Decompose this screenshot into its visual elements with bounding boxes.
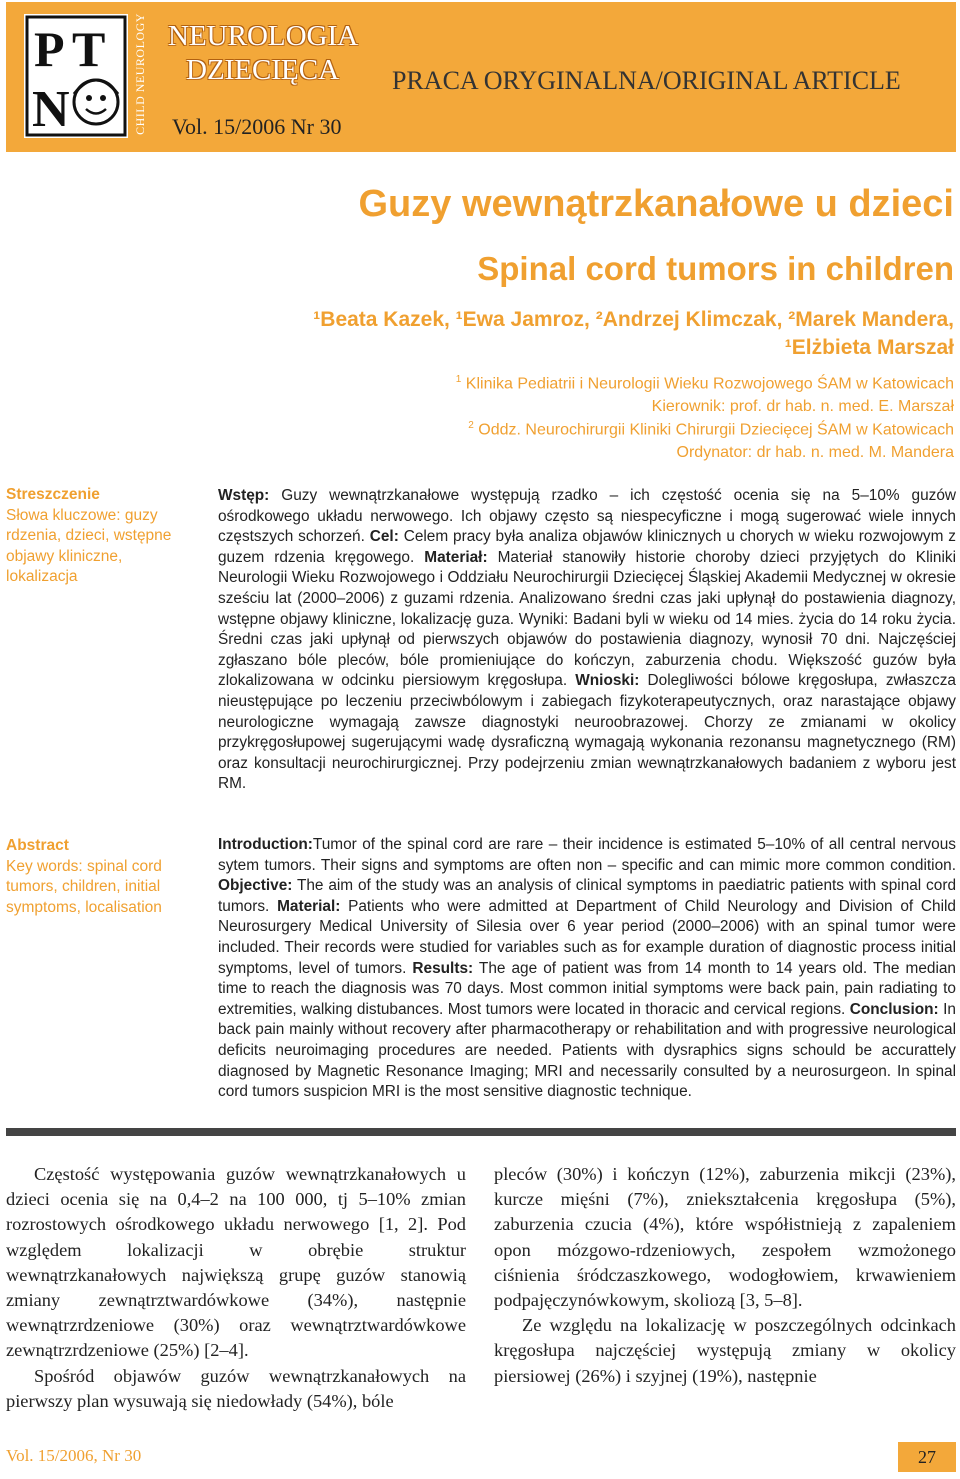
journal-title-line1: NEUROLOGIA	[168, 20, 359, 52]
body-column-left	[6, 1162, 466, 1414]
label-results: Results:	[412, 959, 474, 977]
body-paragraph: Częstość występowania guzów wewnątrzkanałowych u dzieci ocenia się na 0,4–2 na 100 000, tj 5–10% zmian rozrostowych ośrodkowego układu nerwowego [1, 2]. Pod względem lokalizacji w obrębie struktur wewnątrzkanałowych największą grupę guzów stanowią zmiany zewnątrztwardówkowe (34%), następnie wewnątrzrdzeniowe (30%) oraz wewnątrztwardówkowe zewnątrzrdzeniowe (25%) [2–4].	[6, 1164, 466, 1361]
body-paragraph: Spośród objawów guzów wewnątrzkanałowych na pierwszy plan wysuwają się niedowłady (54%), bóle	[6, 1365, 466, 1411]
label-introduction: Introduction:	[218, 836, 313, 853]
polish-keywords: Słowa kluczowe: guzy rdzenia, dzieci, wstępne objawy kliniczne, lokalizacja	[6, 506, 172, 585]
abstract-heading: Abstract	[6, 837, 69, 854]
text-wstep: Guzy wewnątrzkanałowe występują rzadko – ich częstość ocenia się na 5–10% guzów ośrodkowego układu nerwowego. Ich objawy często są niespecyficzne i mogą sugerować wiele innych częstszych schorzeń.	[218, 487, 956, 546]
page-number: 27	[898, 1442, 956, 1472]
label-cel: Cel:	[369, 528, 399, 546]
label-wnioski: Wnioski:	[575, 672, 640, 690]
label-objective: Objective:	[218, 877, 293, 895]
text-material: Materiał stanowiły historie choroby dzieci przyjętych do Kliniki Neurologii Wieku Rozwojowego i Oddziału Neurochirurgii Dziecięcej Śląskiej Akademii Medycznej w okresie sześciu lat (2000–2006) z guzami rdzenia. Analizowano średni czas jaki upłynął do postawienia diagnozy, wstępne objawy kliniczne, lokalizację guza. Wyniki: Badani byli w wieku od 14 mies. życia do 14 roku życia. Średni czas jaki upłynął od pierwszych objawów do postawienia diagnozy, wynosił 70 dni. Najczęściej zgłaszano bóle pleców, bóle promieniujące do kończyn, zaburzenia chodu. Większość guzów była zlokalizowana w odcinku piersiowym kręgosłupa.	[218, 548, 957, 690]
affiliation-1	[456, 374, 954, 393]
journal-volume: Vol. 15/2006 Nr 30	[172, 114, 342, 139]
body-column-right	[494, 1162, 956, 1389]
footer-volume: Vol. 15/2006, Nr 30	[6, 1446, 142, 1465]
title-polish: Guzy wewnątrzkanałowe u dzieci	[358, 183, 954, 225]
affiliation-2-text: Oddz. Neurochirurgii Kliniki Chirurgii Dziecięcej ŚAM w Katowicach	[473, 421, 954, 439]
section-divider	[6, 1128, 956, 1136]
journal-title-line2: DZIECIĘCA	[186, 54, 340, 86]
authors-line2: ¹Elżbieta Marszał	[784, 336, 954, 359]
body-paragraph: Ze względu na lokalizację w poszczególnych odcinkach kręgosłupa najczęściej występują zmiany w okolicy piersiowej (26%) i szyjnej (19%), następnie	[494, 1315, 956, 1386]
sidebar-streszczenie	[6, 485, 186, 588]
affiliation-1-number: 1	[455, 374, 462, 385]
abstract-polish	[218, 486, 956, 795]
affiliation-1-text: Klinika Pediatrii i Neurologii Wieku Rozwojowego ŚAM w Katowicach	[461, 375, 954, 393]
body-paragraph: pleców (30%) i kończyn (12%), zaburzenia mikcji (23%), kurcze mięśni (7%), zniekształcenia kręgosłupa (5%), zaburzenia czucia (4%), które współistnieją z zapaleniem opon mózgowo-rdzeniowych, zespołem wzmożonego ciśnienia śródczaszkowego, wodogłowiem, krwawieniem podpajęczynówkowym, skoliozą [3, 5–8].	[494, 1164, 956, 1311]
text-results: The age of patient was from 14 month to 14 years old. The median time to reach the diagnosis was 70 days. Most common initial symptoms were back pain, pain radiating to extremities, walking distubances. Most tumors were located in thoracic and cervical regions.	[218, 959, 956, 1018]
title-english: Spinal cord tumors in children	[477, 250, 954, 287]
english-keywords: Key words: spinal cord tumors, children, initial symptoms, localisation	[6, 857, 162, 916]
abstract-english	[218, 835, 956, 1103]
label-conclusion: Conclusion:	[849, 1000, 939, 1018]
label-material: Materiał:	[424, 548, 488, 566]
affiliation-1-head: Kierownik: prof. dr hab. n. med. E. Marszał	[651, 398, 954, 415]
text-wnioski: Dolegliwości bólowe kręgosłupa, zwłaszcza nieustępujące po leczeniu przeciwbólowym i zabiegach fizykoterapeutycznych, oraz narastające objawy neurologiczne wymagają zawsze diagnostyki neuroobrazowej. Chorzy ze zmianami w okolicy przykręgosłupowej sugerującymi wadę dysraficzną wymagają wykonania rezonansu magnetycznego (RM) oraz konsultacji neurochirurgicznej. Przy podejrzeniu zmian wewnątrzkanałowych badaniem z wyboru jest RM.	[218, 672, 956, 793]
text-material-en: Patients who were admitted at Department of Child Neurology and Division of Child Neurosurgery Medical University of Silesia over 6 year period (2000–2006) with an spinal tumor were included. Their records were studied for variables such as for example duration of diagnostic process initial symptoms, level of tumors.	[218, 897, 956, 977]
text-introduction: Tumor of the spinal cord are rare – their incidence is estimated 5–10% of all central nervous sytem tumors. Their signs and symptoms are often non – specific and can mimic more common condition.	[218, 836, 956, 874]
svg-text:T: T	[72, 21, 106, 77]
sidebar-abstract	[6, 836, 186, 918]
authors-line1: ¹Beata Kazek, ¹Ewa Jamroz, ²Andrzej Klimczak, ²Marek Mandera,	[313, 308, 954, 331]
affiliation-2	[468, 420, 954, 439]
vertical-label-strip	[130, 2, 152, 152]
article-type: PRACA ORYGINALNA/ORIGINAL ARTICLE	[392, 66, 901, 95]
svg-text:P: P	[34, 21, 65, 77]
label-wstep: Wstęp:	[218, 487, 270, 504]
text-cel: Celem pracy była analiza objawów klinicznych u chorych w wieku rozwojowym z guzem rdzenia kręgowego.	[218, 528, 957, 566]
affiliation-2-number: 2	[468, 420, 474, 431]
text-objective: The aim of the study was an analysis of clinical symptoms in paediatric patients with spinal cord tumors.	[218, 877, 956, 915]
label-material-en: Material:	[277, 897, 341, 915]
ptnd-logo	[24, 14, 128, 138]
vertical-label: CHILD NEUROLOGY	[133, 13, 147, 135]
text-conclusion: In back pain mainly without recovery after pharmacotherapy or rehabilitation and with progressive neurological deficits neuroimaging procedures are needed. Patients with dysraphics signs schould be accurattely diagnosed by Magnetic Resonance Imaging; MRI and necessarily consulted by a neurosurgeon. In spinal cord tumors suspicion MRI is the most sensitive diagnostic technique.	[218, 1000, 956, 1101]
svg-text:N: N	[32, 81, 70, 138]
streszczenie-heading: Streszczenie	[6, 486, 100, 503]
affiliation-2-head: Ordynator: dr hab. n. med. M. Mandera	[676, 444, 954, 461]
ptnd-logo-icon	[24, 14, 128, 138]
